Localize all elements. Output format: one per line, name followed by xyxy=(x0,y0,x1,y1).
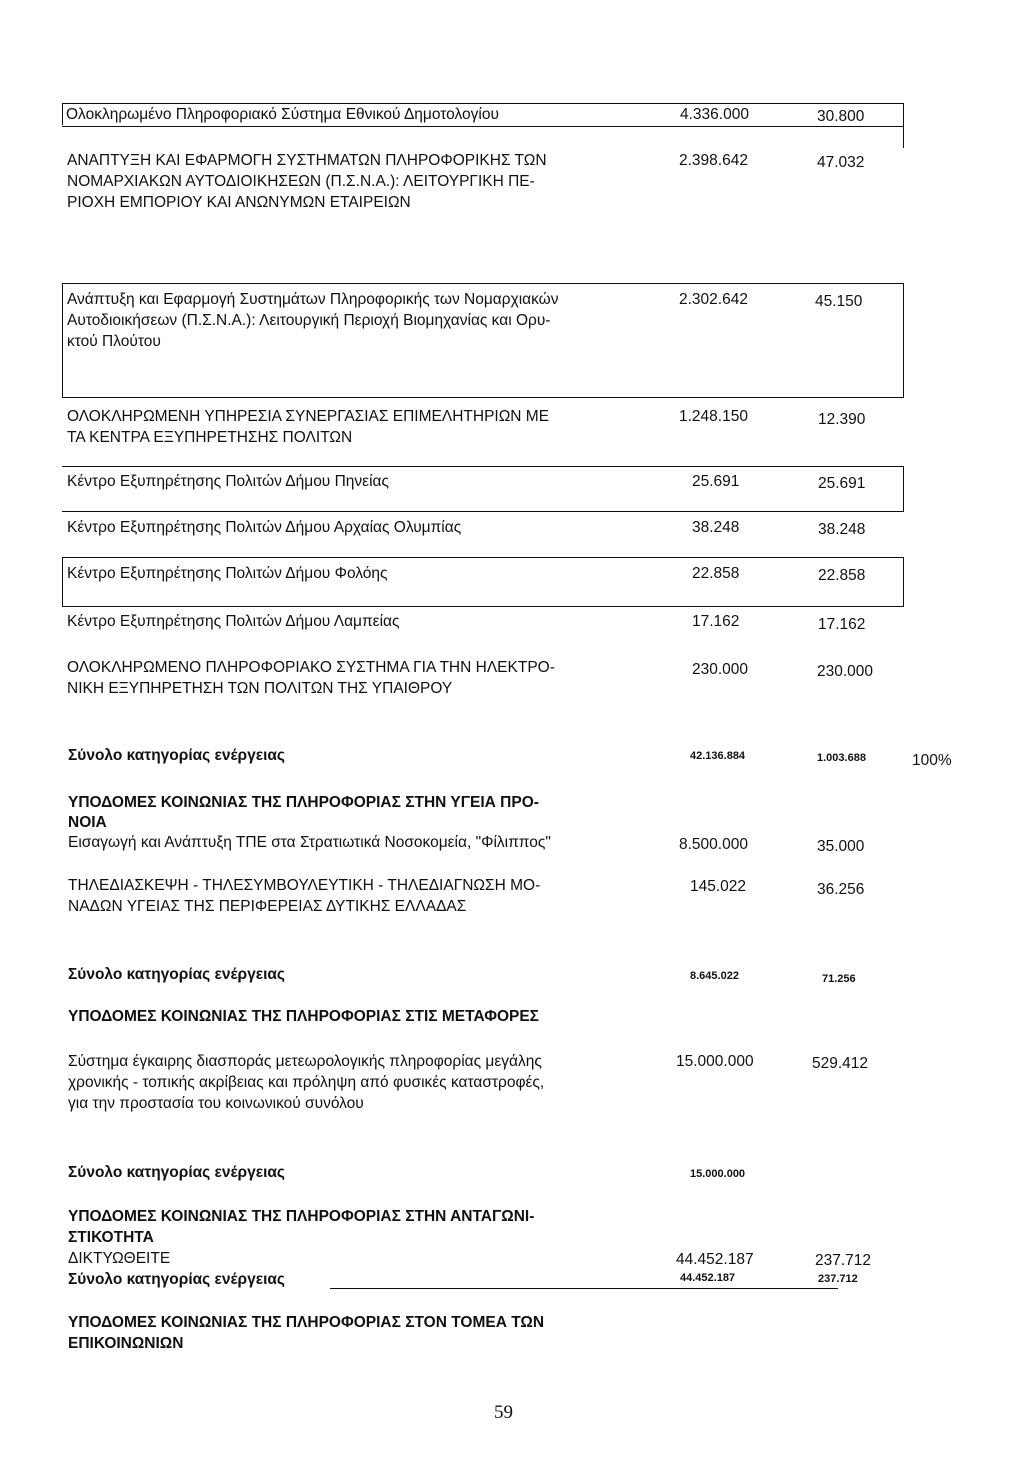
category-total-label: Σύνολο κατηγορίας ενέργειας xyxy=(68,747,285,764)
row-value-2: 35.000 xyxy=(817,838,865,855)
row-desc-line2: Αυτοδιοικήσεων (Π.Σ.Ν.Α.): Λειτουργική Περιοχή Βιομηχανίας και Ορυ- xyxy=(67,312,551,329)
row-desc: Κέντρο Εξυπηρέτησης Πολιτών Δήμου Αρχαίας Ολυμπίας xyxy=(67,519,462,536)
row-value-1: 22.858 xyxy=(692,565,740,582)
page-number: 59 xyxy=(494,1402,513,1423)
rule-left-1 xyxy=(62,103,63,125)
category-total-label: Σύνολο κατηγορίας ενέργειας xyxy=(68,1271,285,1288)
rule-left-3 xyxy=(62,283,63,398)
row-value-2: 12.390 xyxy=(818,411,866,428)
row-desc-line1: ΟΛΟΚΛΗΡΩΜΕΝΟ ΠΛΗΡΟΦΟΡΙΑΚΟ ΣΥΣΤΗΜΑ ΓΙΑ ΤΗΝ ΗΛΕΚΤΡΟ- xyxy=(67,659,555,676)
category-total-label: Σύνολο κατηγορίας ενέργειας xyxy=(68,966,285,983)
rule-r3-top xyxy=(62,283,904,284)
rule-r5-top xyxy=(62,466,904,467)
row-desc-line3: ΡΙΟΧΗ ΕΜΠΟΡΙΟΥ ΚΑΙ ΑΝΩΝΥΜΩΝ ΕΤΑΙΡΕΙΩΝ xyxy=(67,194,411,211)
section-heading-line1: ΥΠΟΔΟΜΕΣ ΚΟΙΝΩΝΙΑΣ ΤΗΣ ΠΛΗΡΟΦΟΡΙΑΣ ΣΤΟΝ ΤΟΜΕΑ ΤΩΝ xyxy=(68,1314,545,1331)
rule-r7-top xyxy=(62,557,904,558)
row-value-1: 2.302.642 xyxy=(679,291,748,308)
row-desc-line2: ΝΑΔΩΝ ΥΓΕΙΑΣ ΤΗΣ ΠΕΡΙΦΕΡΕΙΑΣ ΔΥΤΙΚΗΣ ΕΛΛΑΔΑΣ xyxy=(68,898,467,915)
row-value-2: 230.000 xyxy=(817,663,874,680)
row-value-1: 17.162 xyxy=(692,613,740,630)
row-desc: Ολοκληρωμένο Πληροφοριακό Σύστημα Εθνικού Δημοτολογίου xyxy=(66,106,499,123)
rule-right-1 xyxy=(903,103,904,148)
category-total-percent: 100% xyxy=(912,752,952,769)
section-heading: ΥΠΟΔΟΜΕΣ ΚΟΙΝΩΝΙΑΣ ΤΗΣ ΠΛΗΡΟΦΟΡΙΑΣ ΣΤΙΣ ΜΕΤΑΦΟΡΕΣ xyxy=(68,1008,539,1025)
category-total-value-2: 1.003.688 xyxy=(817,752,866,764)
rule-r3-bottom xyxy=(62,397,904,398)
row-value-2: 22.858 xyxy=(818,567,866,584)
category-total-value-1: 8.645.022 xyxy=(690,970,739,982)
row-desc: ΔΙΚΤΥΩΘΕΙΤΕ xyxy=(68,1250,171,1267)
row-value-1: 145.022 xyxy=(690,878,747,895)
row-value-1: 15.000.000 xyxy=(676,1053,754,1070)
category-total-value-2: 237.712 xyxy=(818,1273,858,1285)
rule-left-7 xyxy=(62,557,63,607)
section-heading-line2: ΝΟΙΑ xyxy=(68,814,107,831)
row-desc-line2: ΤΑ ΚΕΝΤΡΑ ΕΞΥΠΗΡΕΤΗΣΗΣ ΠΟΛΙΤΩΝ xyxy=(67,429,353,446)
row-desc: Κέντρο Εξυπηρέτησης Πολιτών Δήμου Φολόης xyxy=(67,565,388,582)
row-value-2: 25.691 xyxy=(818,475,866,492)
category-total-value-1: 15.000.000 xyxy=(690,1168,746,1180)
rule-right-5 xyxy=(903,466,904,512)
rule-right-3 xyxy=(903,283,904,398)
rule-r5-bottom xyxy=(62,511,904,512)
row-desc-line3: για την προστασία του κοινωνικού συνόλου xyxy=(68,1095,364,1112)
row-desc-line1: Ανάπτυξη και Εφαρμογή Συστημάτων Πληροφορικής των Νομαρχιακών xyxy=(67,291,559,308)
row-value-2: 47.032 xyxy=(817,154,865,171)
row-value-1: 25.691 xyxy=(692,473,740,490)
row-desc-line2: ΝΙΚΗ ΕΞΥΠΗΡΕΤΗΣΗ ΤΩΝ ΠΟΛΙΤΩΝ ΤΗΣ ΥΠΑΙΘΡΟΥ xyxy=(67,680,453,697)
row-desc-line2: ΝΟΜΑΡΧΙΑΚΩΝ ΑΥΤΟΔΙΟΙΚΗΣΕΩΝ (Π.Σ.Ν.Α.): ΛΕΙΤΟΥΡΓΙΚΗ ΠΕ- xyxy=(67,173,535,190)
section-heading-line1: ΥΠΟΔΟΜΕΣ ΚΟΙΝΩΝΙΑΣ ΤΗΣ ΠΛΗΡΟΦΟΡΙΑΣ ΣΤΗΝ ΑΝΤΑΓΩΝΙ- xyxy=(68,1208,535,1225)
rule-r1-bottom xyxy=(62,126,904,127)
row-value-2: 17.162 xyxy=(818,616,866,633)
row-value-2: 38.248 xyxy=(818,521,866,538)
row-value-1: 38.248 xyxy=(692,519,740,536)
row-desc-line2: χρονικής - τοπικής ακρίβειας και πρόληψη από φυσικές καταστροφές, xyxy=(68,1074,545,1091)
row-desc: Κέντρο Εξυπηρέτησης Πολιτών Δήμου Λαμπείας xyxy=(67,613,400,630)
row-desc: Εισαγωγή και Ανάπτυξη ΤΠΕ στα Στρατιωτικά Νοσοκομεία, "Φίλιππος" xyxy=(68,834,551,851)
row-desc-line3: κτού Πλούτου xyxy=(67,333,161,350)
row-value-2: 45.150 xyxy=(815,293,863,310)
category-total-value-1: 42.136.884 xyxy=(690,750,746,762)
row-value-1: 4.336.000 xyxy=(680,106,749,123)
row-desc: Κέντρο Εξυπηρέτησης Πολιτών Δήμου Πηνείας xyxy=(67,473,389,490)
row-desc-line1: ΑΝΑΠΤΥΞΗ ΚΑΙ ΕΦΑΡΜΟΓΗ ΣΥΣΤΗΜΑΤΩΝ ΠΛΗΡΟΦΟΡΙΚΗΣ ΤΩΝ xyxy=(67,152,547,169)
section-heading-line2: ΣΤΙΚΟΤΗΤΑ xyxy=(68,1229,154,1246)
row-value-2: 30.800 xyxy=(817,108,865,125)
row-value-1: 230.000 xyxy=(692,661,749,678)
category-total-label: Σύνολο κατηγορίας ενέργειας xyxy=(68,1164,285,1181)
row-desc-line1: ΤΗΛΕΔΙΑΣΚΕΨΗ - ΤΗΛΕΣΥΜΒΟΥΛΕΥΤΙΚΗ - ΤΗΛΕΔΙΑΓΝΩΣΗ ΜΟ- xyxy=(68,877,541,894)
row-value-1: 44.452.187 xyxy=(676,1251,754,1268)
row-value-2: 529.412 xyxy=(812,1055,869,1072)
row-value-1: 1.248.150 xyxy=(679,408,748,425)
row-value-2: 36.256 xyxy=(817,881,865,898)
row-value-1: 8.500.000 xyxy=(679,836,748,853)
total-underline xyxy=(330,1288,838,1289)
row-value-1: 2.398.642 xyxy=(679,152,748,169)
rule-right-7 xyxy=(903,557,904,607)
rule-r7-bottom xyxy=(62,606,904,607)
row-desc-line1: Σύστημα έγκαιρης διασποράς μετεωρολογικής πληροφορίας μεγάλης xyxy=(68,1053,542,1070)
row-desc-line1: ΟΛΟΚΛΗΡΩΜΕΝΗ ΥΠΗΡΕΣΙΑ ΣΥΝΕΡΓΑΣΙΑΣ ΕΠΙΜΕΛΗΤΗΡΙΩΝ ΜΕ xyxy=(67,408,550,425)
category-total-value-2: 71.256 xyxy=(822,973,856,985)
category-total-value-1: 44.452.187 xyxy=(680,1272,736,1284)
section-heading-line1: ΥΠΟΔΟΜΕΣ ΚΟΙΝΩΝΙΑΣ ΤΗΣ ΠΛΗΡΟΦΟΡΙΑΣ ΣΤΗΝ ΥΓΕΙΑ ΠΡΟ- xyxy=(68,794,539,811)
section-heading-line2: ΕΠΙΚΟΙΝΩΝΙΩΝ xyxy=(68,1335,184,1352)
row-value-2: 237.712 xyxy=(815,1252,872,1269)
